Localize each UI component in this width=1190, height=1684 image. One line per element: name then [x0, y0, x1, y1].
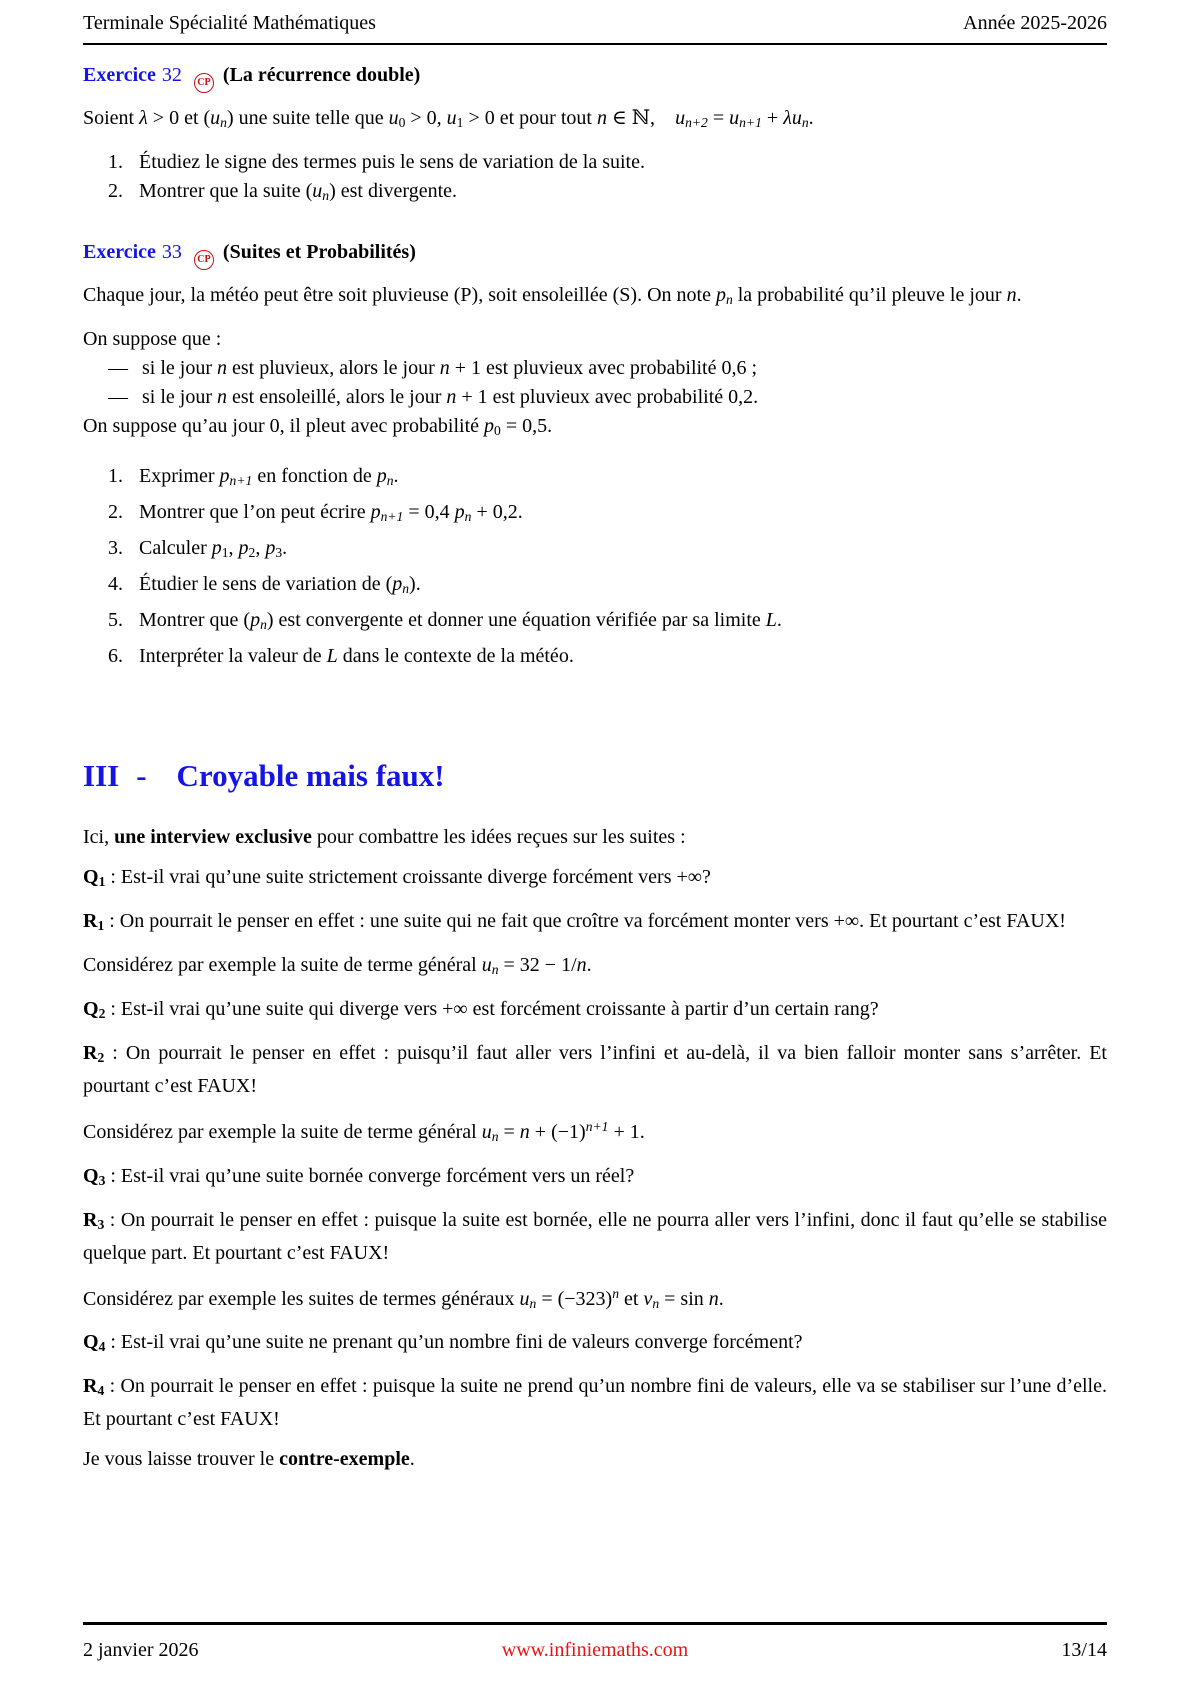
footer-date: 2 janvier 2026: [83, 1639, 199, 1661]
header-year: Année 2025-2026: [963, 12, 1107, 34]
hypothesis-item: [83, 383, 1107, 412]
section-number: III: [83, 757, 120, 793]
section-heading: [83, 759, 1107, 793]
item-number: 4.: [108, 572, 123, 595]
exercise-32-heading: [83, 62, 1107, 93]
item-number: 5.: [108, 608, 123, 631]
example3-paragraph: Considérez par exemple les suites de termes généraux un = $(-323)^n$ et vn = sin n.: [83, 1285, 724, 1311]
item-number: 2.: [108, 179, 123, 202]
closing-paragraph: Je vous laisse trouver le contre-exemple.: [83, 1448, 415, 1471]
exercise-number: 33: [161, 240, 182, 263]
ex33-intro-paragraph: Chaque jour, la météo peut être soit pluvieuse (P), soit ensoleillée (S). On note pn la probabilité qu’il pleuve le jour n.: [83, 283, 1022, 307]
exercise-number: 32: [161, 64, 182, 86]
dash-bullet: —: [108, 356, 128, 379]
item-number: 3.: [108, 536, 123, 559]
page-header: [83, 12, 1107, 45]
exercise-32: [83, 62, 1107, 210]
section-intro-paragraph: Ici, une interview exclusive pour combattre les idées reçues sur les suites :: [83, 825, 686, 848]
q1-paragraph: Q1 : Est-il vrai qu’une suite strictement croissante diverge forcément vers +∞?: [83, 865, 711, 889]
page-footer: [83, 1622, 1107, 1662]
section-iii: [83, 759, 1107, 1474]
q2-paragraph: Q2 : Est-il vrai qu’une suite qui diverge vers +∞ est forcément croissante à partir d’un certain rang?: [83, 997, 879, 1021]
r4-paragraph: R4 : On pourrait le penser en effet : puisque la suite ne prend qu’un nombre fini de valeurs, elle va se stabiliser sur l’une d’elle. Et pourtant c’est FAUX!: [83, 1375, 1107, 1431]
item-number: 2.: [108, 500, 123, 523]
r2-paragraph: R2 : On pourrait le penser en effet : puisqu’il faut aller vers l’infini et au-delà, il va bien falloir monter sans s’arrêter. Et pourtant c’est FAUX!: [83, 1041, 1107, 1097]
section-separator: -: [136, 757, 147, 793]
cp-badge-icon: CP: [194, 73, 214, 93]
item-text: Interpréter la valeur de L dans le contexte de la météo.: [139, 644, 574, 667]
q3-paragraph: Q3 : Est-il vrai qu’une suite bornée converge forcément vers un réel?: [83, 1164, 635, 1188]
ex32-question-list: [83, 148, 1107, 210]
list-item: [83, 606, 1107, 639]
q4-paragraph: Q4 : Est-il vrai qu’une suite ne prenant qu’un nombre fini de valeurs converge forcément?: [83, 1331, 803, 1355]
ex33-initial-condition: On suppose qu’au jour 0, il pleut avec probabilité p0 = 0,5.: [83, 414, 553, 438]
list-item: [83, 177, 1107, 210]
item-text: si le jour n est pluvieux, alors le jour n + 1 est pluvieux avec probabilité 0,6 ;: [142, 356, 758, 379]
footer-page-number: 13/14: [1061, 1639, 1107, 1661]
item-text: Montrer que (pn) est convergente et donner une équation vérifiée par sa limite L.: [139, 608, 782, 632]
header-course-title: Terminale Spécialité Mathématiques: [83, 12, 376, 34]
list-item: [83, 498, 1107, 531]
list-item: [83, 570, 1107, 603]
exercise-33-heading: [83, 239, 1107, 270]
r1-paragraph: R1 : On pourrait le penser en effet : une suite qui ne fait que croître va forcément monter vers +∞. Et pourtant c’est FAUX!: [83, 909, 1066, 933]
section-title: Croyable mais faux!: [176, 757, 445, 793]
list-item: [83, 148, 1107, 177]
list-item: [83, 534, 1107, 567]
exercise-33: [83, 239, 1107, 671]
item-text: Montrer que l’on peut écrire pn+1 = 0,4 pn + 0,2.: [139, 500, 523, 524]
item-text: Calculer p1, p2, p3.: [139, 536, 288, 560]
item-number: 6.: [108, 644, 123, 667]
item-text: Étudier le sens de variation de (pn).: [139, 572, 421, 596]
cp-badge-icon: CP: [194, 250, 214, 270]
item-text: si le jour n est ensoleillé, alors le jour n + 1 est pluvieux avec probabilité 0,2.: [142, 385, 759, 408]
footer-url-link[interactable]: www.infiniemaths.com: [501, 1639, 689, 1661]
item-number: 1.: [108, 464, 123, 487]
exercise-label: Exercice: [83, 240, 156, 263]
ex33-question-list: [83, 462, 1107, 671]
ex32-intro-paragraph: Soient λ > 0 et (un) une suite telle que u0 > 0, u1 > 0 et pour tout n ∈ ℕ, un+2 = un+1 + λun.: [83, 107, 814, 130]
item-number: 1.: [108, 150, 123, 173]
exercise-label: Exercice: [83, 64, 156, 86]
example2-paragraph: Considérez par exemple la suite de terme général un = $n + (-1)^{n+1} + 1$.: [83, 1118, 645, 1144]
list-item: [83, 462, 1107, 495]
r3-paragraph: R3 : On pourrait le penser en effet : puisque la suite est bornée, elle ne pourra aller vers l’infini, donc il faut qu’elle se stabilise quelque part. Et pourtant c’est FAUX!: [83, 1208, 1107, 1264]
example1-paragraph: Considérez par exemple la suite de terme général un = 32 − 1/n.: [83, 953, 592, 977]
item-text: Exprimer pn+1 en fonction de pn.: [139, 464, 399, 488]
hypothesis-item: [83, 354, 1107, 383]
item-text: Montrer que la suite (un) est divergente.: [139, 179, 457, 203]
list-item: [83, 642, 1107, 671]
item-text: Étudiez le signe des termes puis le sens de variation de la suite.: [139, 150, 645, 173]
exercise-title: (La récurrence double): [222, 64, 421, 86]
ex33-hypothesis-lead: On suppose que :: [83, 327, 222, 350]
dash-bullet: —: [108, 385, 128, 408]
exercise-title: (Suites et Probabilités): [222, 240, 416, 263]
